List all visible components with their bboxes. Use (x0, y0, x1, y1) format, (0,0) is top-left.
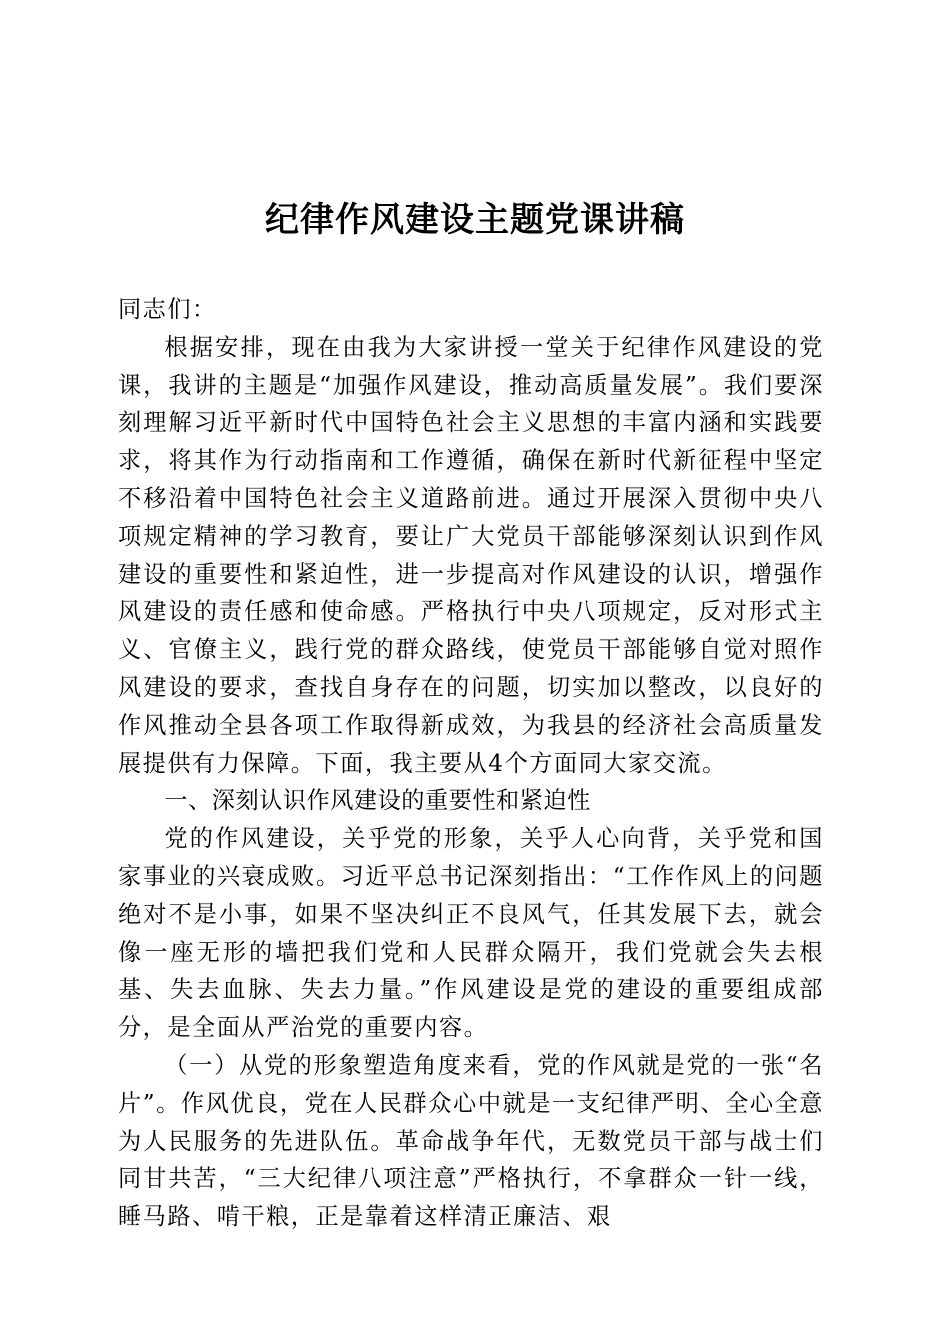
document-title: 纪律作风建设主题党课讲稿 (265, 200, 685, 240)
salutation: 同志们： (118, 296, 217, 323)
section-paragraph: 党的作风建设，关乎党的形象，关乎人心向背，关乎党和国家事业的兴衰成败。习近平总书记深刻指出：“工作作风上的问题绝对不是小事，如果不坚决纠正不良风气，任其发展下去，就会像一座无形的墙把我们党和人民群众隔开，我们党就会失去根基、失去血脉、失去力量。”作风建设是党的建设的重要组成部分，是全面从严治党的重要内容。 (118, 825, 824, 1042)
subsection-paragraph: （一）从党的形象塑造角度来看，党的作风就是党的一张“名片”。作风优良，党在人民群众心中就是一支纪律严明、全心全意为人民服务的先进队伍。革命战争年代，无数党员干部与战士们同甘共苦，“三大纪律八项注意”严格执行，不拿群众一针一线，睡马路、啃干粮，正是靠着这样清正廉洁、艰 (118, 1051, 824, 1231)
document-body (118, 291, 824, 1236)
section-heading: 一、深刻认识作风建设的重要性和紧迫性 (164, 787, 591, 815)
intro-paragraph: 根据安排，现在由我为大家讲授一堂关于纪律作风建设的党课，我讲的主题是“加强作风建设，推动高质量发展”。我们要深刻理解习近平新时代中国特色社会主义思想的丰富内涵和实践要求，将其作为行动指南和工作遵循，确保在新时代新征程中坚定不移沿着中国特色社会主义道路前进。通过开展深入贯彻中央八项规定精神的学习教育，要让广大党员干部能够深刻认识到作风建设的重要性和紧迫性，进一步提高对作风建设的认识，增强作风建设的责任感和使命感。严格执行中央八项规定，反对形式主义、官僚主义，践行党的群众路线，使党员干部能够自觉对照作风建设的要求，查找自身存在的问题，切实加以整改，以良好的作风推动全县各项工作取得新成效，为我县的经济社会高质量发展提供有力保障。下面，我主要从4个方面同大家交流。 (118, 333, 824, 777)
